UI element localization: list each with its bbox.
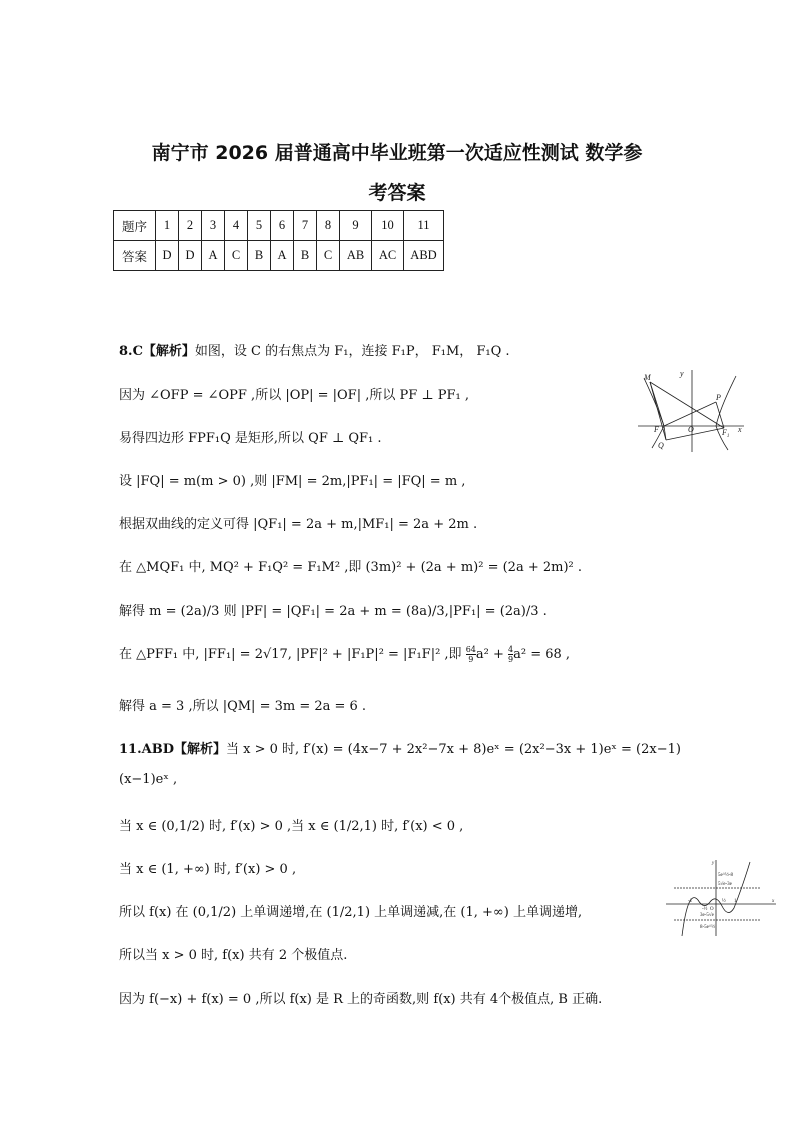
q8-line-6: 在 △MQF₁ 中, MQ² + F₁Q² = F₁M² ,即 (3m)² + (2a + m)² = (2a + 2m)² . bbox=[119, 560, 582, 575]
q11-line-3: 当 x ∈ (0,1/2) 时, f′(x) > 0 ,当 x ∈ (1/2,1) 时, f′(x) < 0 , bbox=[119, 819, 464, 834]
table-cell: 9 bbox=[340, 211, 372, 241]
label-q: Q bbox=[658, 441, 664, 450]
q11-line-6: 所以当 x > 0 时, f(x) 共有 2 个极值点. bbox=[119, 948, 348, 963]
label-m: M bbox=[644, 373, 651, 382]
fraction-numerator: 4 bbox=[508, 645, 514, 654]
page-title-continued: 考答案 bbox=[368, 182, 426, 204]
hyperbola-figure bbox=[636, 368, 748, 454]
q11-text: 当 x > 0 时, f′(x) = (4x−7 + 2x²−7x + 8)eˣ = (2x²−3x + 1)eˣ = (2x−1) bbox=[225, 742, 681, 757]
label-c: 3e-5√e bbox=[700, 913, 714, 918]
q8-line-8 bbox=[119, 643, 570, 664]
table-cell: AB bbox=[340, 241, 372, 271]
table-row-numbers bbox=[114, 211, 444, 241]
table-cell: C bbox=[317, 241, 340, 271]
q11-line-2: (x−1)eˣ , bbox=[119, 772, 178, 787]
tick-label: 1 bbox=[734, 899, 737, 904]
fraction-denominator: 9 bbox=[468, 655, 474, 664]
label-f1 bbox=[721, 428, 729, 439]
label-x: x bbox=[738, 425, 742, 434]
function-graph-figure bbox=[664, 858, 778, 938]
table-row-answers bbox=[114, 241, 444, 271]
fraction-numerator: 64 bbox=[465, 645, 476, 654]
label-d: 8-5e^½ bbox=[700, 925, 715, 930]
table-cell: 5 bbox=[248, 211, 271, 241]
q8-line-5: 根据双曲线的定义可得 |QF₁| = 2a + m,|MF₁| = 2a + 2m . bbox=[119, 517, 478, 532]
q11-line-5: 所以 f(x) 在 (0,1/2) 上单调递增,在 (1/2,1) 上单调递减,在 (1, +∞) 上单调递增, bbox=[119, 905, 583, 920]
label-a: 5e^½-8 bbox=[718, 873, 733, 878]
label-p: P bbox=[716, 393, 721, 402]
table-cell: 1 bbox=[156, 211, 179, 241]
answer-table bbox=[113, 210, 444, 271]
label-x: x bbox=[772, 899, 775, 904]
table-cell: 8 bbox=[317, 211, 340, 241]
table-cell: 2 bbox=[179, 211, 202, 241]
table-cell: C bbox=[225, 241, 248, 271]
table-cell: B bbox=[248, 241, 271, 271]
label-f: F bbox=[654, 425, 659, 434]
table-cell: A bbox=[202, 241, 225, 271]
table-cell: A bbox=[271, 241, 294, 271]
q11-heading: 11.ABD【解析】 bbox=[119, 742, 226, 757]
answer-label-cell: 答案 bbox=[114, 241, 156, 271]
tick-label: O bbox=[710, 907, 714, 912]
label-f1-letter: F bbox=[722, 428, 727, 437]
table-cell: 6 bbox=[271, 211, 294, 241]
q8-line-9: 解得 a = 3 ,所以 |QM| = 3m = 2a = 6 . bbox=[119, 699, 367, 714]
table-cell: D bbox=[179, 241, 202, 271]
fraction bbox=[466, 645, 476, 664]
q8-line-1 bbox=[119, 340, 510, 359]
q8-line-3: 易得四边形 FPF₁Q 是矩形,所以 QF ⊥ QF₁ . bbox=[119, 431, 382, 446]
tick-label: -1 bbox=[688, 899, 693, 904]
fraction-denominator: 9 bbox=[508, 655, 514, 664]
label-f1-subscript: 1 bbox=[726, 434, 730, 439]
q8-line-7: 解得 m = (2a)/3 则 |PF| = |QF₁| = 2a + m = (8a)/3,|PF₁| = (2a)/3 . bbox=[119, 604, 547, 619]
segment-fp bbox=[664, 402, 716, 426]
table-cell: 7 bbox=[294, 211, 317, 241]
label-y: y bbox=[680, 369, 684, 378]
q8-line-8-m: a² + bbox=[475, 647, 504, 662]
q8-text: 如图，设 C 的右焦点为 F₁，连接 F₁P， F₁M， F₁Q . bbox=[194, 344, 510, 359]
header-label-cell: 题序 bbox=[114, 211, 156, 241]
q8-line-8-a: 在 △PFF₁ 中, |FF₁| = 2√17, |PF|² + |F₁P|² = |F₁F|² ,即 bbox=[119, 647, 462, 662]
q8-line-8-b: a² = 68 , bbox=[513, 647, 571, 662]
table-cell: B bbox=[294, 241, 317, 271]
table-cell: 3 bbox=[202, 211, 225, 241]
table-cell: ABD bbox=[404, 241, 444, 271]
label-y: y bbox=[712, 861, 715, 866]
page-title: 南宁市 2026 届普通高中毕业班第一次适应性测试 数学参 bbox=[151, 142, 643, 164]
q11-line-7: 因为 f(−x) + f(x) = 0 ,所以 f(x) 是 R 上的奇函数,则 f(x) 共有 4个极值点, B 正确. bbox=[119, 992, 603, 1007]
table-cell: 11 bbox=[404, 211, 444, 241]
table-cell: D bbox=[156, 241, 179, 271]
q8-line-2: 因为 ∠OFP = ∠OPF ,所以 |OP| = |OF| ,所以 PF ⊥ PF₁ , bbox=[119, 388, 469, 403]
table-cell: AC bbox=[372, 241, 404, 271]
tick-label: ½ bbox=[722, 899, 726, 904]
table-cell: 10 bbox=[372, 211, 404, 241]
tick-label: -½ bbox=[702, 907, 708, 912]
q11-line-4: 当 x ∈ (1, +∞) 时, f′(x) > 0 , bbox=[119, 862, 297, 877]
segment-qf1 bbox=[666, 428, 724, 440]
q8-line-4: 设 |FQ| = m(m > 0) ,则 |FM| = 2m,|PF₁| = |FQ| = m , bbox=[119, 474, 466, 489]
q11-line-1 bbox=[119, 738, 681, 757]
label-b: 5√e-3e bbox=[718, 882, 732, 887]
label-o: O bbox=[688, 425, 694, 434]
table-cell: 4 bbox=[225, 211, 248, 241]
q8-heading: 8.C【解析】 bbox=[119, 344, 195, 359]
